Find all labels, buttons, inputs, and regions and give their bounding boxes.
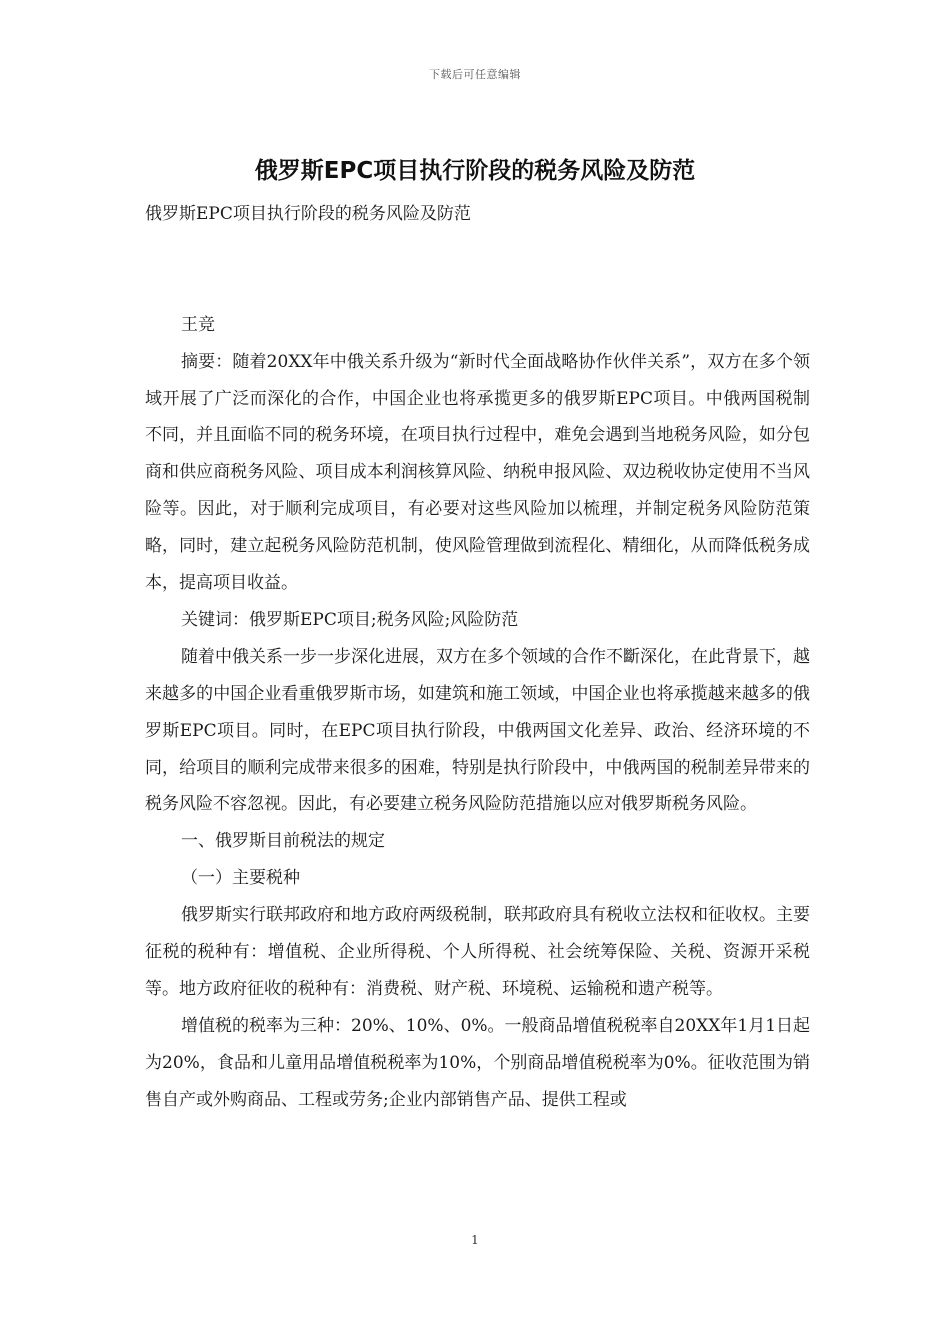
- subsection-heading: （一）主要税种: [181, 868, 300, 889]
- section-heading: 一、俄罗斯目前税法的规定: [181, 831, 385, 852]
- blank-line: [145, 270, 810, 307]
- author-name: 王竞: [181, 314, 215, 335]
- document-title: 俄罗斯EPC项目执行阶段的税务风险及防范: [254, 158, 696, 184]
- abstract-paragraph: 摘要：随着20XX年中俄关系升级为“新时代全面战略协作伙伴关系”，双方在多个领域开展了广泛而深化的合作，中国企业也将承揽更多的俄罗斯EPC项目。中俄两国税制不同，并且面临不同的税务环境，在项目执行过程中，难免会遇到当地税务风险，如分包商和供应商税务风险、项目成本利润核算风险、纳税申报风险、双边税收协定使用不当风险等。因此，对于顺利完成项目，有必要对这些风险加以梳理，并制定税务风险防范策略，同时，建立起税务风险防范机制，使风险管理做到流程化、精细化，从而降低税务成本，提高项目收益。: [145, 351, 810, 594]
- document-body: [145, 196, 810, 1119]
- tax-system-paragraph: 俄罗斯实行联邦政府和地方政府两级税制，联邦政府具有税收立法权和征收权。主要征税的税种有：增值税、企业所得税、个人所得税、社会统筹保险、关税、资源开采税等。地方政府征收的税种有：消费税、财产税、环境税、运输税和遗产税等。: [145, 905, 810, 999]
- subtitle-line: 俄罗斯EPC项目执行阶段的税务风险及防范: [145, 204, 471, 224]
- keywords-paragraph: 关键词：俄罗斯EPC项目;税务风险;风险防范: [181, 609, 519, 630]
- intro-paragraph: 随着中俄关系一步一步深化进展，双方在多个领域的合作不斷深化，在此背景下，越来越多的中国企业看重俄罗斯市场，如建筑和施工领域，中国企业也将承揽越来越多的俄罗斯EPC项目。同时，在EPC项目执行阶段，中俄两国文化差异、政治、经济环境的不同，给项目的顺利完成带来很多的困难，特别是执行阶段中，中俄两国的税制差异带来的税务风险不容忽视。因此，有必要建立税务风险防范措施以应对俄罗斯税务风险。: [145, 646, 810, 815]
- vat-paragraph: 增值税的税率为三种：20%、10%、0%。一般商品增值税税率自20XX年1月1日起为20%，食品和儿童用品增值税税率为10%，个别商品增值税税率为0%。征收范围为销售自产或外购商品、工程或劳务;企业内部销售产品、提供工程或: [145, 1015, 811, 1110]
- page-header: 下载后可任意编辑: [429, 68, 521, 81]
- page-number: 1: [471, 1233, 479, 1247]
